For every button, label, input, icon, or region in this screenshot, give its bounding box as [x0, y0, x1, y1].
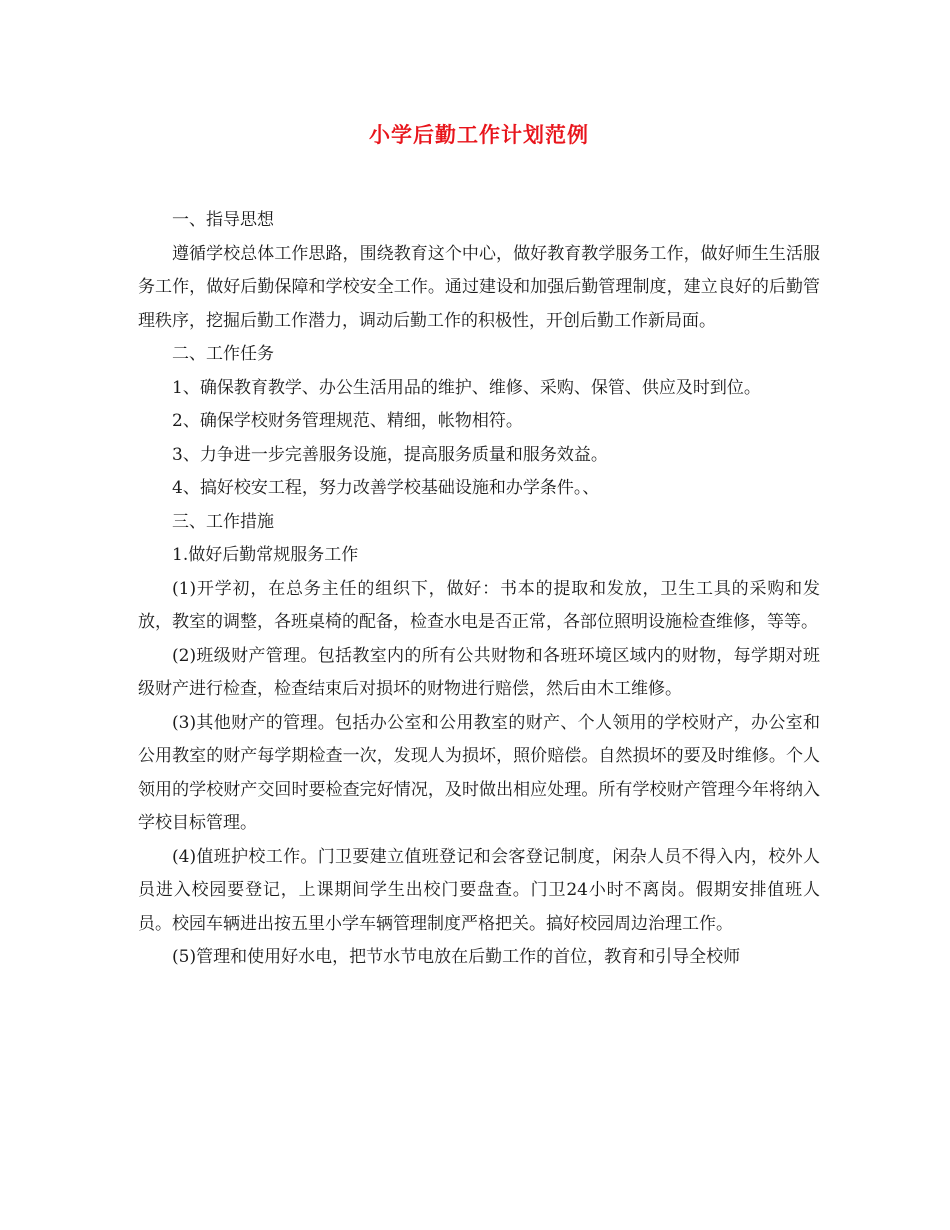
paragraph: (2)班级财产管理。包括教室内的所有公共财物和各班环境区域内的财物，每学期对班级财产进行检查，检查结束后对损坏的财物进行赔偿，然后由木工维修。 — [138, 645, 820, 699]
paragraph: 遵循学校总体工作思路，围绕教育这个中心，做好教育教学服务工作，做好师生生活服务工作，做好后勤保障和学校安全工作。通过建设和加强后勤管理制度，建立良好的后勤管理秩序，挖掘后勤工作潜力，调动后勤工作的积极性，开创后勤工作新局面。 — [138, 243, 820, 331]
paragraph: (5)管理和使用好水电，把节水节电放在后勤工作的首位，教育和引导全校师 — [172, 947, 741, 967]
list-item: 3、力争进一步完善服务设施，提高服务质量和服务效益。 — [172, 444, 608, 465]
list-item: 1、确保教育教学、办公生活用品的维护、维修、采购、保管、供应及时到位。 — [172, 377, 761, 398]
sub-heading: 1.做好后勤常规服务工作 — [172, 545, 359, 565]
document-body — [138, 204, 820, 975]
paragraph: (4)值班护校工作。门卫要建立值班登记和会客登记制度，闲杂人员不得入内，校外人员进入校园要登记，上课期间学生出校门要盘查。门卫24小时不离岗。假期安排值班人员。校园车辆进出按五里小学车辆管理制度严格把关。搞好校园周边治理工作。 — [138, 846, 820, 934]
paragraph: (1)开学初，在总务主任的组织下，做好：书本的提取和发放，卫生工具的采购和发放，教室的调整，各班桌椅的配备，检查水电是否正常，各部位照明设施检查维修，等等。 — [138, 578, 820, 632]
paragraph: (3)其他财产的管理。包括办公室和公用教室的财产、个人领用的学校财产，办公室和公用教室的财产每学期检查一次，发现人为损坏，照价赔偿。自然损坏的要及时维修。个人领用的学校财产交回时要检查完好情况，及时做出相应处理。所有学校财产管理今年将纳入学校目标管理。 — [138, 712, 820, 833]
list-item: 4、搞好校安工程，努力改善学校基础设施和办学条件。、 — [172, 478, 600, 498]
paragraph-heading-3: 三、工作措施 — [172, 511, 274, 532]
document-title: 小学后勤工作计划范例 — [369, 122, 589, 147]
paragraph-heading-2: 二、工作任务 — [172, 344, 274, 364]
paragraph-heading-1: 一、指导思想 — [172, 210, 274, 230]
list-item: 2、确保学校财务管理规范、精细，帐物相符。 — [172, 411, 523, 431]
